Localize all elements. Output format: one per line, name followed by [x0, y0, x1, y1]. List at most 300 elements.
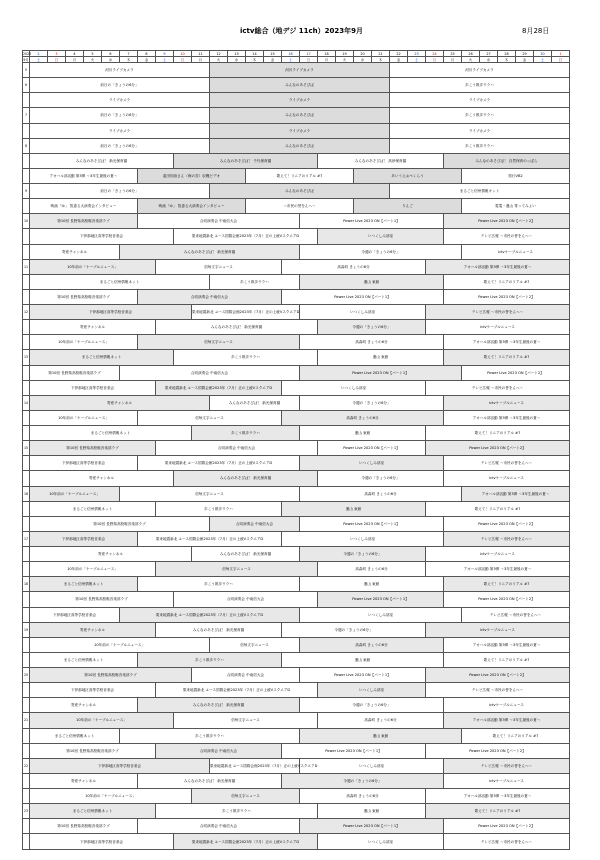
program-cell: [30, 622, 156, 637]
program-title: みんなのあそびば！ 新光保育園: [192, 703, 245, 708]
weekday-label: 水: [228, 57, 246, 63]
program-title: アオハル部活動 第3弾 ～3年生最後の夏～: [472, 642, 541, 647]
weekday-label: 土: [408, 57, 426, 63]
weekday-label: 月: [444, 57, 462, 63]
program-cell: [300, 728, 462, 743]
program-cell: [300, 819, 444, 834]
program-cell: [30, 713, 174, 728]
program-title: 歩こう散歩ウラハ: [222, 809, 251, 814]
program-title: 電電・運山 寄ってみよい: [495, 204, 536, 209]
program-cell: [300, 335, 444, 350]
program-cell: [30, 683, 156, 698]
program-title: アオハル部活動 第3弾 ～3年生最後の夏～: [463, 567, 532, 572]
program-title: ictvケーブルニュース: [480, 627, 515, 632]
program-cell: [138, 652, 282, 667]
program-title: Power Live 2023 ON【パート1】: [343, 219, 400, 224]
hour-label: [23, 426, 30, 441]
program-title: 果来地震新北 ユース国際会館2023年（7月）正の上統VスクエアD: [164, 461, 273, 466]
program-cell: [30, 804, 156, 819]
program-title: 高森町 きょうの6分: [364, 718, 397, 723]
program-cell: [30, 305, 192, 320]
program-title: まるごと信州情報ネット: [99, 279, 140, 284]
hour-label: [23, 637, 30, 652]
weekday-label: 土: [156, 57, 174, 63]
program-title: 歌えて！リニアのリアル #7: [492, 733, 539, 738]
program-cell: [390, 123, 570, 138]
hour-label: 18: [23, 577, 30, 592]
program-title: 高森町 きょうの6分: [346, 794, 379, 799]
program-title: 合同演奏会 中南信大会: [190, 294, 229, 299]
program-cell: [210, 78, 390, 93]
program-title: みんなのあそびば！ 高砂保育園: [354, 158, 407, 163]
day-number: 5: [84, 51, 102, 57]
day-number: 27: [480, 51, 498, 57]
program-cell: [318, 683, 426, 698]
program-title: 前日の「きょうの6分」: [100, 83, 139, 88]
program-cell: [174, 834, 318, 850]
program-cell: [462, 607, 570, 622]
program-cell: [30, 138, 210, 153]
day-number: 30: [534, 51, 552, 57]
weekday-label: 火: [462, 57, 480, 63]
program-title: 果来地震新北 ユース国際会館2023年（7月）正の上統VスクエアD: [191, 839, 300, 844]
program-cell: [300, 668, 426, 683]
schedule-grid: [22, 50, 570, 850]
program-cell: [462, 199, 570, 214]
program-cell: [30, 637, 210, 652]
program-title: 高森町 きょうの6分: [355, 642, 388, 647]
program-title: 合同演奏会 中南信大会: [190, 370, 229, 375]
program-title: 下伊那地区高等学校音楽会: [79, 839, 124, 844]
program-cell: [444, 531, 570, 546]
program-cell: [300, 426, 426, 441]
hour-label: [23, 365, 30, 380]
weekday-label: 金: [516, 57, 534, 63]
program-title: 歩こう散歩ウラハ: [465, 83, 494, 88]
program-title: 寄産チャンネル: [107, 400, 132, 405]
hour-label: [23, 320, 30, 335]
program-cell: [174, 713, 318, 728]
program-cell: [444, 410, 570, 425]
program-title: 第10回 長野県高校軽音楽部ラブ: [66, 446, 119, 451]
program-cell: [30, 168, 138, 183]
weekday-label: 土: [30, 57, 48, 63]
program-title: 10年前の「ケーブルニュース」: [94, 642, 145, 647]
program-cell: [30, 184, 210, 199]
program-title: 歩こう散歩ウラハ: [231, 431, 260, 436]
program-title: まるごと信州情報ネット: [63, 582, 104, 587]
program-title: Power Live 2023 ON【パート2】: [478, 521, 535, 526]
hour-label: [23, 456, 30, 471]
program-cell: [426, 789, 570, 804]
day-number: 11: [192, 51, 210, 57]
program-title: 運山 東館: [345, 506, 362, 511]
program-cell: [444, 289, 570, 304]
program-cell: [300, 789, 426, 804]
day-number: 15: [264, 51, 282, 57]
program-title: Power Live 2023 ON【パート1】: [352, 597, 409, 602]
program-title: Power Live 2023 ON【パート2】: [478, 219, 535, 224]
program-title: 遠田知治さん（海の宮）収穫ビデオ: [162, 173, 221, 178]
program-cell: [282, 259, 426, 274]
program-title: 下伊那地区高等学校音楽会: [88, 310, 133, 315]
program-cell: [300, 698, 444, 713]
program-title: 運山 東館: [363, 582, 380, 587]
program-title: Power Live 2023 ON【パート2】: [469, 673, 526, 678]
weekday-label: 水: [354, 57, 372, 63]
program-cell: [282, 410, 444, 425]
program-cell: [174, 592, 318, 607]
program-title: Power Live 2023 ON【パート1】: [343, 521, 400, 526]
program-cell: [30, 773, 138, 788]
day-number: 16: [282, 51, 300, 57]
program-cell: [300, 516, 444, 531]
program-title: みんなのあそびば！ 新光保育園: [192, 627, 245, 632]
program-cell: [138, 577, 300, 592]
program-title: 信毎文字ニュース: [204, 340, 233, 345]
program-title: アオハル部活動 第3弾 ～3年生最後の夏～: [49, 173, 118, 178]
program-cell: [30, 547, 192, 562]
program-title: ～市民の誉をんへ～: [283, 204, 316, 209]
program-title: 第10回 長野県高校軽音楽部ラブ: [57, 824, 110, 829]
program-title: 旅行VB2: [508, 173, 523, 178]
program-title: 河川ライブカメラ: [105, 68, 134, 73]
weekday-label: 日: [552, 57, 570, 63]
hour-label: [23, 153, 30, 168]
program-title: 下伊那地区高等学校音楽会: [79, 234, 124, 239]
program-cell: [318, 562, 426, 577]
program-title: Power Live 2023 ON【パート1】: [343, 446, 400, 451]
program-cell: [30, 501, 156, 516]
program-title: アオハル部活動 第3弾 ～3年生最後の夏～: [472, 340, 541, 345]
program-cell: [444, 395, 570, 410]
program-title: 歌えて！リニアのリアル #7: [483, 355, 530, 360]
day-number: 26: [462, 51, 480, 57]
program-title: 寄産チャンネル: [80, 627, 105, 632]
program-title: Power Live 2023 ON【パート1】: [325, 748, 382, 753]
day-number: 9: [156, 51, 174, 57]
weekday-label: 木: [120, 57, 138, 63]
program-cell: [444, 758, 570, 773]
program-cell: [30, 834, 174, 850]
program-title: いつくしみ部室: [340, 385, 367, 390]
program-title: ictvケーブルニュース: [489, 703, 524, 708]
program-title: 今週の「きょうの6分」: [334, 627, 373, 632]
program-title: 歩こう散歩ウラハ: [465, 143, 494, 148]
program-cell: [192, 789, 300, 804]
program-title: 高森町 きょうの6分: [346, 415, 379, 420]
hour-label: 7: [23, 108, 30, 123]
program-cell: [156, 804, 318, 819]
program-cell: [30, 274, 210, 289]
program-cell: [210, 516, 300, 531]
program-cell: [444, 153, 570, 168]
program-title: 果来地震新北 ユース国際会館2023年（7月）正の上統VスクエアD: [164, 385, 273, 390]
program-cell: [300, 365, 462, 380]
program-cell: [300, 758, 444, 773]
program-title: Power Live 2023 ON【パート2】: [469, 748, 526, 753]
hour-label: 13: [23, 350, 30, 365]
day-number: 20: [354, 51, 372, 57]
weekday-label: 木: [498, 57, 516, 63]
program-cell: [444, 698, 570, 713]
program-title: 10年前の「ケーブルニュース」: [58, 415, 109, 420]
weekday-label: 火: [210, 57, 228, 63]
program-cell: [426, 320, 570, 335]
program-cell: [30, 592, 174, 607]
program-cell: [390, 78, 570, 93]
program-cell: [444, 637, 570, 652]
program-title: ictvケーブルニュース: [489, 400, 524, 405]
program-cell: [318, 713, 444, 728]
program-title: Power Live 2023 ON【パート2】: [478, 294, 535, 299]
program-cell: [318, 320, 426, 335]
hour-label: [23, 652, 30, 667]
program-cell: [192, 668, 300, 683]
program-title: 今週の「きょうの6分」: [352, 325, 391, 330]
program-title: 第10回 長野県高校軽音楽部ラブ: [57, 294, 110, 299]
program-cell: [120, 244, 300, 259]
program-title: 映画「ゆ」 智恵る大演奏会インタビュー: [158, 204, 225, 209]
hour-label: 15: [23, 441, 30, 456]
program-cell: [300, 547, 426, 562]
program-title: みんなのあそびば！ 千代保育園: [219, 158, 272, 163]
program-cell: [390, 184, 570, 199]
weekday-label: 金: [264, 57, 282, 63]
program-cell: [30, 441, 156, 456]
program-title: みんなのあそびば: [285, 189, 314, 194]
program-title: 合同演奏会 中南信大会: [226, 597, 265, 602]
hour-label: [23, 168, 30, 183]
weekday-label: 水: [480, 57, 498, 63]
program-title: 果来地震新北 ユース国際会館2023年（7月）正の上統VスクエアD: [182, 688, 291, 693]
program-title: 寄産チャンネル: [71, 703, 96, 708]
program-cell: [282, 773, 444, 788]
weekday-label: 水: [102, 57, 120, 63]
program-cell: [390, 93, 570, 108]
program-title: 運山 東館: [354, 657, 371, 662]
program-title: アオハル部活動 第3弾 ～3年生最後の夏～: [463, 264, 532, 269]
program-cell: [300, 395, 444, 410]
program-title: 下伊那地区高等学校音楽会: [52, 612, 97, 617]
program-cell: [444, 350, 570, 365]
hour-label: [23, 683, 30, 698]
program-cell: [156, 380, 282, 395]
program-title: ictvケーブルニュース: [489, 778, 524, 783]
program-title: みんなのあそびば！ 新光保育園: [183, 249, 236, 254]
program-cell: [138, 168, 246, 183]
program-title: りんご: [402, 204, 413, 209]
program-cell: [30, 607, 120, 622]
program-title: いつくしみ部室: [367, 839, 394, 844]
program-cell: [30, 652, 138, 667]
weekday-label: 日: [174, 57, 192, 63]
hour-label: [23, 244, 30, 259]
weekday-label: 木: [246, 57, 264, 63]
program-cell: [30, 365, 120, 380]
hour-label: 10: [23, 214, 30, 229]
program-title: 果来地震新北 ユース国際会館2023年（7月）正の上統VスクエアD: [155, 536, 264, 541]
program-cell: [138, 773, 282, 788]
program-cell: [30, 63, 210, 78]
program-title: 第10回 長野県高校軽音楽部ラブ: [57, 219, 110, 224]
program-cell: [426, 683, 570, 698]
program-cell: [30, 395, 210, 410]
program-cell: [210, 184, 390, 199]
program-cell: [444, 819, 570, 834]
program-cell: [156, 259, 282, 274]
program-title: 果来地震新北 ユース国際会館2023年（7月）正の上統VスクエアD: [192, 310, 300, 315]
program-cell: [30, 320, 156, 335]
program-cell: [138, 199, 246, 214]
program-cell: [138, 410, 282, 425]
program-cell: [444, 713, 570, 728]
program-cell: [120, 365, 300, 380]
program-cell: [30, 244, 120, 259]
program-cell: [426, 259, 570, 274]
program-title: 合同演奏会 中南信大会: [217, 446, 256, 451]
program-title: 高森町 きょうの6分: [355, 567, 388, 572]
program-title: 歌えて！リニアのリアル #7: [474, 431, 521, 436]
program-title: 今週の「きょうの6分」: [343, 552, 382, 557]
day-number: 21: [372, 51, 390, 57]
program-title: テレビ広報 ～市民の誉をんへ～: [471, 310, 524, 315]
program-title: 信毎文字ニュース: [195, 491, 224, 496]
program-cell: [318, 471, 444, 486]
program-cell: [318, 350, 444, 365]
program-cell: [390, 138, 570, 153]
program-cell: [354, 168, 462, 183]
program-title: テレビ広報 ～市民の誉をんへ～: [480, 234, 533, 239]
program-cell: [282, 622, 426, 637]
program-title: 寄産チャンネル: [98, 552, 123, 557]
program-cell: [426, 305, 570, 320]
program-title: 歩こう散歩ウラハ: [465, 113, 494, 118]
program-title: 前日の「きょうの6分」: [100, 189, 139, 194]
weekday-label: 月: [318, 57, 336, 63]
program-cell: [138, 456, 300, 471]
program-title: ライブカメラ: [288, 98, 311, 103]
program-title: ライブカメラ: [108, 98, 131, 103]
program-title: 合同演奏会 中南信大会: [235, 521, 274, 526]
weekday-label: 月: [192, 57, 210, 63]
program-title: 前日の「きょうの6分」: [100, 143, 139, 148]
program-title: ictvケーブルニュース: [489, 476, 524, 481]
program-cell: [426, 622, 570, 637]
program-cell: [210, 108, 390, 123]
program-title: Power Live 2023 ON【パート1】: [343, 824, 400, 829]
day-number: 19: [336, 51, 354, 57]
program-cell: [444, 229, 570, 244]
program-title: 第10回 長野県高校軽音楽部ラブ: [66, 748, 119, 753]
program-title: 信毎文字ニュース: [240, 642, 269, 647]
program-cell: [426, 426, 570, 441]
program-cell: [120, 728, 300, 743]
program-cell: [210, 93, 390, 108]
program-title: ictvケーブルニュース: [498, 249, 533, 254]
program-title: 信毎文字ニュース: [222, 567, 251, 572]
program-cell: [120, 607, 300, 622]
hour-label: 21: [23, 713, 30, 728]
program-cell: [300, 305, 426, 320]
program-title: ライブカメラ: [108, 128, 131, 133]
program-cell: [30, 577, 138, 592]
weekday-label: 月: [66, 57, 84, 63]
program-title: 歌えて！リニアのリアル #7: [276, 173, 323, 178]
program-title: 第10回 長野県高校軽音楽部ラブ: [75, 597, 128, 602]
program-cell: [282, 501, 426, 516]
weekday-label: 土: [282, 57, 300, 63]
day-number: 24: [426, 51, 444, 57]
weekday-label: 木: [372, 57, 390, 63]
hour-label: [23, 274, 30, 289]
program-title: テレビ広報 ～市民の誉をんへ～: [480, 839, 533, 844]
program-cell: [282, 289, 444, 304]
program-title: 映画「ゆ」 智恵る大演奏会インタビュー: [50, 204, 117, 209]
program-cell: [390, 108, 570, 123]
day-number: 18: [318, 51, 336, 57]
weekday-label: 土: [534, 57, 552, 63]
program-cell: [30, 335, 138, 350]
program-cell: [156, 743, 282, 758]
program-title: 合同演奏会 中南信大会: [199, 748, 238, 753]
program-title: 合同演奏会 中南信大会: [199, 824, 238, 829]
program-cell: [444, 471, 570, 486]
hour-label: 8: [23, 138, 30, 153]
program-title: ictvケーブルニュース: [480, 325, 515, 330]
day-number: 2: [30, 51, 48, 57]
hour-label: [23, 834, 30, 850]
program-cell: [138, 289, 282, 304]
program-title: 運山 東館: [363, 809, 380, 814]
program-cell: [462, 244, 570, 259]
program-title: いつくしみ部室: [349, 536, 376, 541]
program-title: テレビ広報 ～市民の誉をんへ～: [480, 461, 533, 466]
weekday-label: 火: [84, 57, 102, 63]
program-cell: [30, 516, 210, 531]
program-cell: [444, 274, 570, 289]
program-cell: [210, 758, 318, 773]
program-cell: [174, 229, 318, 244]
program-title: 歩こう散歩ウラハ: [204, 582, 233, 587]
program-cell: [30, 743, 156, 758]
program-title: まるごと信州情報ネット: [54, 733, 95, 738]
program-title: Power Live 2023 ON【パート1】: [352, 370, 409, 375]
program-title: 下伊那地区高等学校音楽会: [97, 763, 142, 768]
program-cell: [390, 63, 570, 78]
program-cell: [426, 562, 570, 577]
hour-label: [23, 789, 30, 804]
program-title: 寄産チャンネル: [89, 476, 114, 481]
program-title: みんなのあそびば: [285, 113, 314, 118]
weekday-label: 日: [48, 57, 66, 63]
program-title: 10年前の「ケーブルニュース」: [76, 718, 127, 723]
program-cell: [30, 819, 138, 834]
program-title: いつくしみ部室: [358, 688, 385, 693]
program-cell: [318, 441, 426, 456]
program-cell: [156, 622, 282, 637]
program-cell: [30, 426, 192, 441]
program-title: 10年前の「ケーブルニュース」: [67, 567, 118, 572]
hour-label: 19: [23, 622, 30, 637]
program-title: いつくしみ部室: [367, 234, 394, 239]
weekday-label: 日: [426, 57, 444, 63]
hour-label: 12: [23, 305, 30, 320]
program-cell: [30, 562, 156, 577]
day-number: 28: [498, 51, 516, 57]
hour-label: [23, 743, 30, 758]
day-number: 6: [102, 51, 120, 57]
